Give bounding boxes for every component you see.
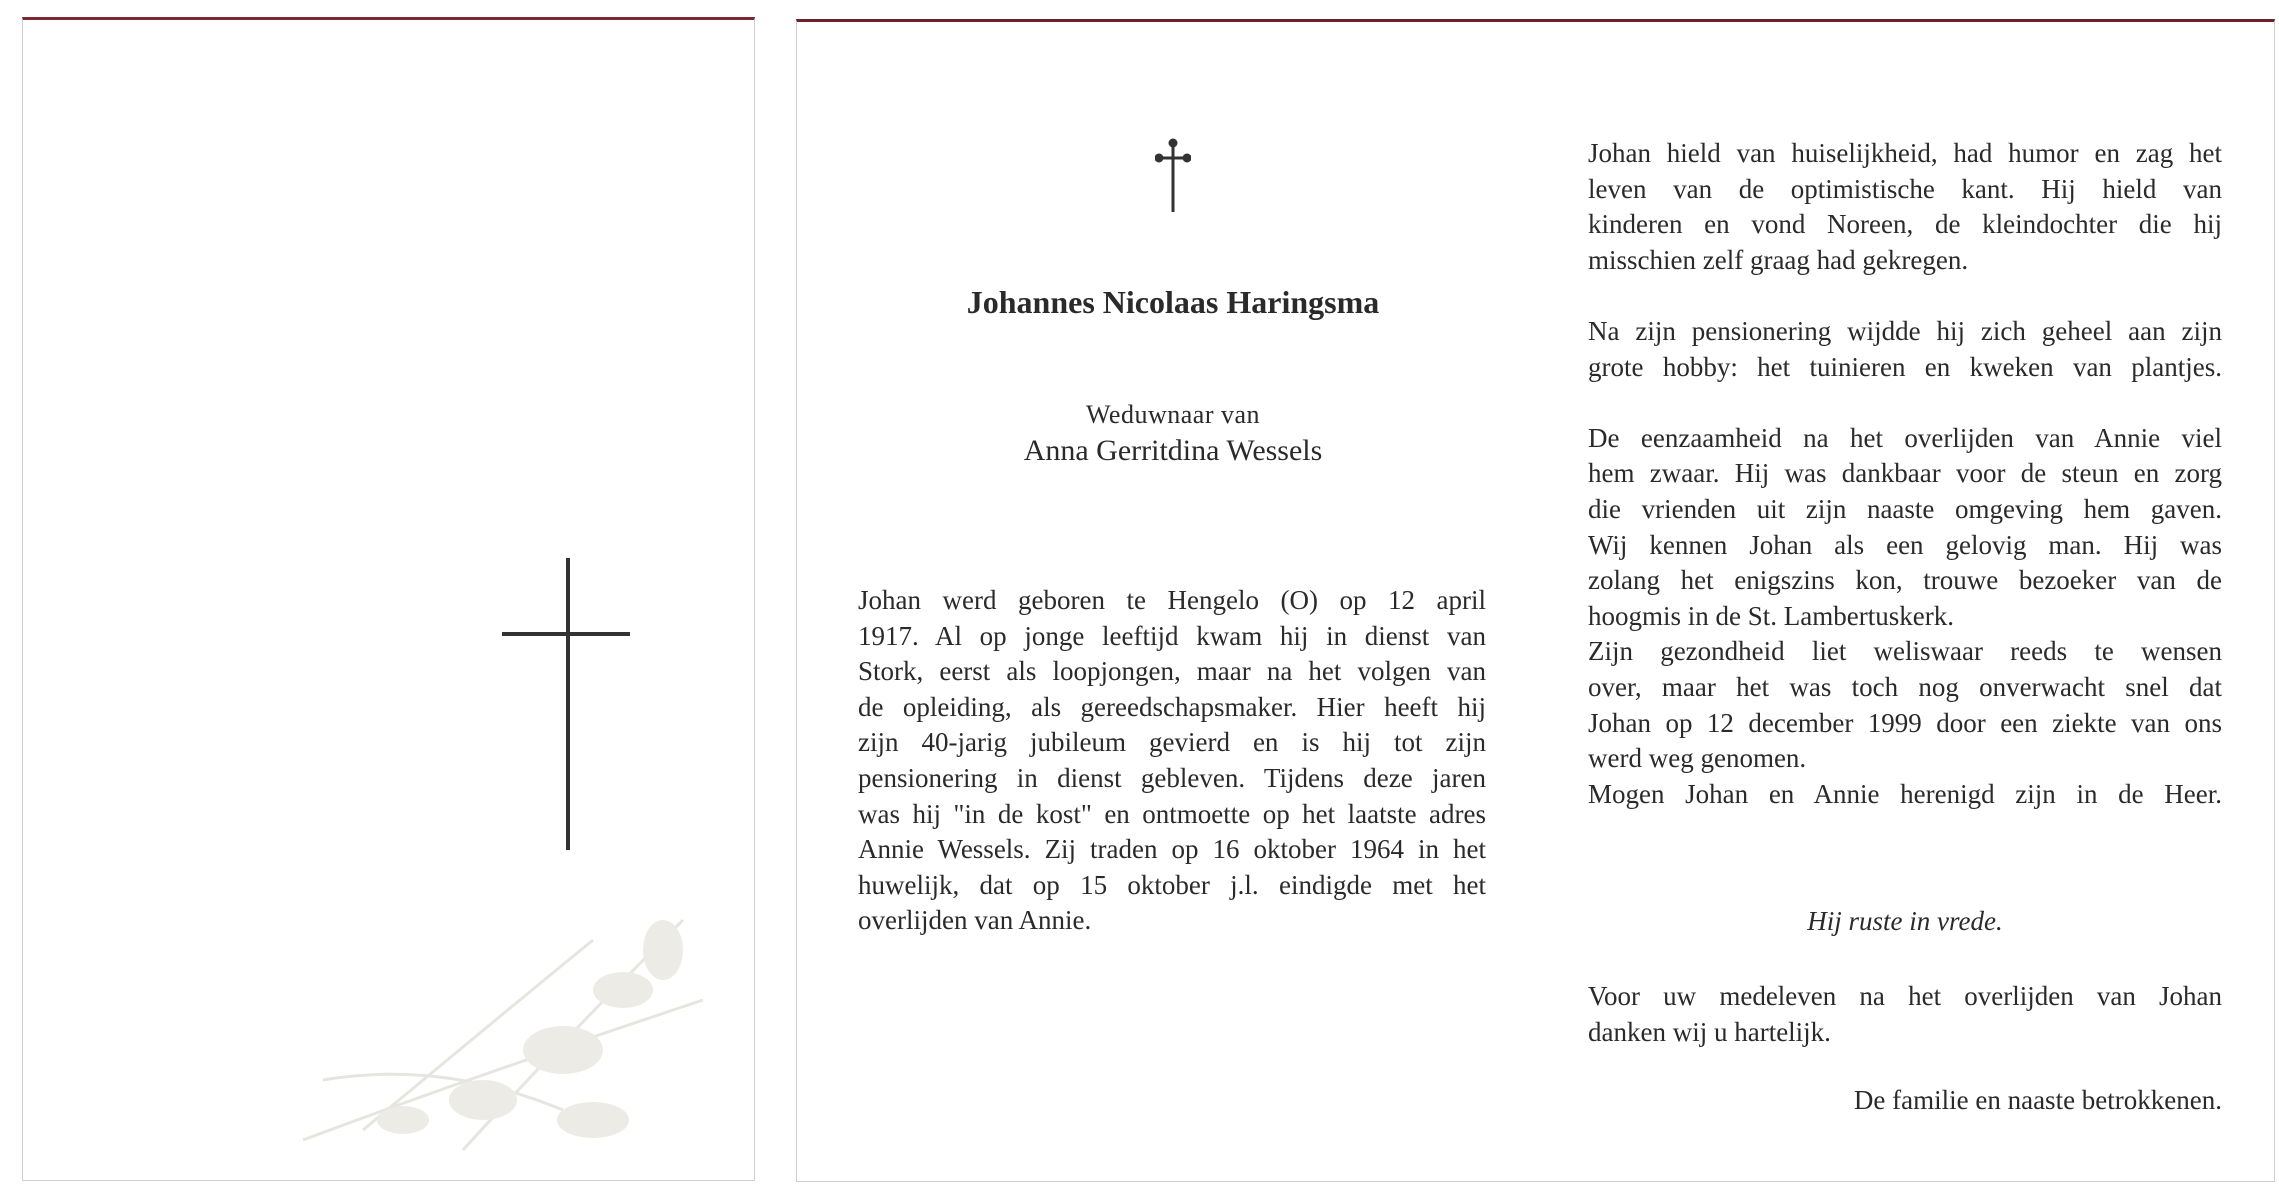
text-line: Johan hield van huiselijkheid, had humor en zag het xyxy=(1588,138,2222,168)
text-line: was hij "in de kost" en ontmoette op het laatste adres xyxy=(858,798,1486,829)
text-line: Zijn gezondheid liet weliswaar reeds te wensen xyxy=(1588,636,2222,667)
text-line: de opleiding, als gereedschapsmaker. Hier heeft hij xyxy=(858,691,1486,722)
signature: De familie en naaste betrokkenen. xyxy=(1853,1085,2222,1115)
text-line: zolang het enigszins kon, trouwe bezoeker van de xyxy=(1588,565,2222,596)
text-line: Wij kennen Johan als een gelovig man. Hij was xyxy=(1588,529,2222,560)
spouse-name: Anna Gerritdina Wessels xyxy=(1023,434,1323,467)
text-line: kinderen en vond Noreen, de kleindochter die hij xyxy=(1588,209,2222,240)
motto: Hij ruste in vrede. xyxy=(1807,906,2003,936)
widower-label: Weduwnaar van xyxy=(1085,400,1261,429)
text-line: die vrienden uit zijn naaste omgeving hem gaven. xyxy=(1588,493,2222,524)
text-line: misschien zelf graag had gekregen. xyxy=(1588,244,1969,275)
text-line: Johan werd geboren te Hengelo (O) op 12 april xyxy=(858,585,1486,615)
text-line: leven van de optimistische kant. Hij hield van xyxy=(1588,173,2222,204)
text-line: zijn 40-jarig jubileum gevierd en is hij tot zijn xyxy=(858,727,1486,758)
text-line: Johan op 12 december 1999 door een ziekte van ons xyxy=(1588,707,2222,738)
card-front xyxy=(22,17,755,1181)
small-cross-icon xyxy=(1155,138,1191,214)
text-line: De eenzaamheid na het overlijden van Annie viel xyxy=(1588,422,2222,453)
text-line: over, maar het was toch nog onverwacht snel dat xyxy=(1588,671,2222,702)
text-line: overlijden van Annie. xyxy=(858,905,1092,936)
text-line: danken wij u hartelijk. xyxy=(1588,1016,1831,1047)
floral-decoration xyxy=(263,880,743,1180)
text-line: hem zwaar. Hij was dankbaar voor de steun en zorg xyxy=(1588,458,2222,489)
deceased-name: Johannes Nicolaas Haringsma xyxy=(966,284,1380,320)
text-line: Mogen Johan en Annie herenigd zijn in de Heer. xyxy=(1588,778,2222,809)
text-line: huwelijk, dat op 15 oktober j.l. eindigde met het xyxy=(858,869,1486,900)
biography-text xyxy=(858,583,1486,939)
text-line: hoogmis in de St. Lambertuskerk. xyxy=(1588,600,1954,631)
text-line: 1917. Al op jonge leeftijd kwam hij in dienst van xyxy=(858,620,1486,651)
text-line: Voor uw medeleven na het overlijden van Johan xyxy=(1588,981,2222,1011)
text-line: grote hobby: het tuinieren en kweken van plantjes. xyxy=(1588,351,2222,382)
text-line: pensionering in dienst gebleven. Tijdens deze jaren xyxy=(858,762,1486,793)
thanks-text xyxy=(1588,979,2222,1050)
text-line: werd weg genomen. xyxy=(1588,743,1807,774)
memorial-text xyxy=(1588,136,2222,812)
text-line: Stork, eerst als loopjongen, maar na het volgen van xyxy=(858,656,1486,687)
text-line: Na zijn pensionering wijdde hij zich geheel aan zijn xyxy=(1588,315,2222,346)
text-line: Annie Wessels. Zij traden op 16 oktober 1964 in het xyxy=(858,834,1486,865)
